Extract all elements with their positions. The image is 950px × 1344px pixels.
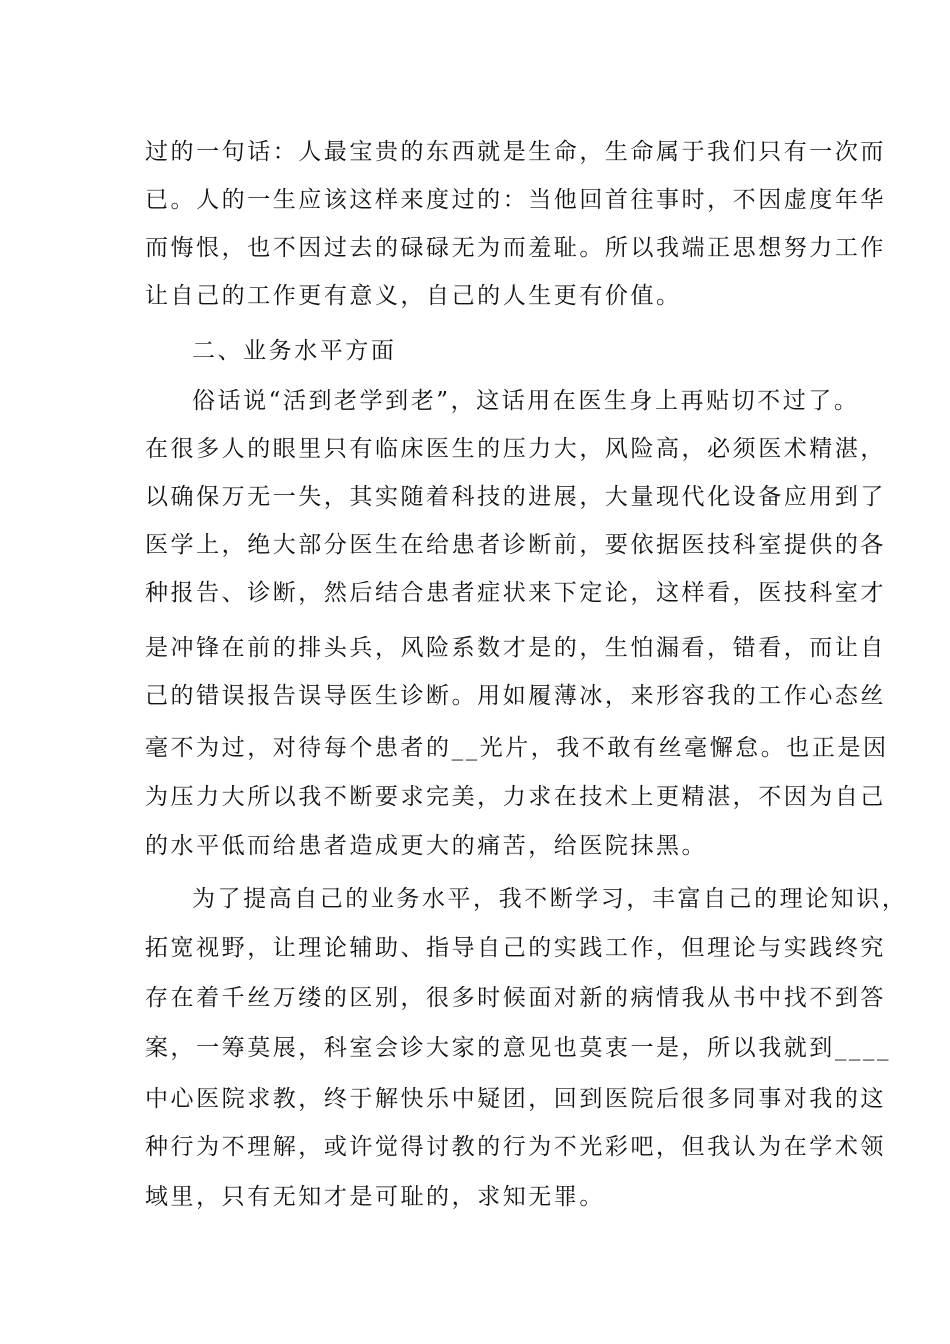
text-line: 是冲锋在前的排头兵，风险系数才是的，生怕漏看，错看，而让自 <box>145 635 886 661</box>
text-line: 而悔恨，也不因过去的碌碌无为而羞耻。所以我端正思想努力工作 <box>145 235 886 261</box>
text-line: 已。人的一生应该这样来度过的：当他回首往事时，不因虚度年华 <box>145 187 886 213</box>
text-line: 己的错误报告误导医生诊断。用如履薄冰，来形容我的工作心态丝 <box>145 683 886 709</box>
text-line: 俗话说“活到老学到老”，这话用在医生身上再贴切不过了。 <box>192 388 860 414</box>
text-line: 为压力大所以我不断要求完美，力求在技术上更精湛，不因为自己 <box>145 784 886 810</box>
text-line: 毫不为过，对待每个患者的__光片，我不敢有丝毫懈怠。也正是因 <box>145 735 889 761</box>
text-line: 拓宽视野，让理论辅助、指导自己的实践工作，但理论与实践终究 <box>145 935 886 961</box>
text-line: 存在着千丝万缕的区别，很多时候面对新的病情我从书中找不到答 <box>145 985 886 1011</box>
text-line: 种行为不理解，或许觉得讨教的行为不光彩吧，但我认为在学术领 <box>145 1134 886 1160</box>
text-line: 的水平低而给患者造成更大的痛苦，给医院抹黑。 <box>145 833 708 859</box>
text-line: 医学上，绝大部分医生在给患者诊断前，要依据医技科室提供的各 <box>145 532 886 558</box>
section-heading: 二、业务水平方面 <box>192 338 397 364</box>
text-line: 以确保万无一失，其实随着科技的进展，大量现代化设备应用到了 <box>145 484 886 510</box>
text-line: 案，一筹莫展，科室会诊大家的意见也莫衷一是，所以我就到____ <box>145 1035 892 1061</box>
text-line: 让自己的工作更有意义，自己的人生更有价值。 <box>145 283 682 309</box>
text-line: 种报告、诊断，然后结合患者症状来下定论，这样看，医技科室才 <box>145 580 886 606</box>
text-line: 为了提高自己的业务水平，我不断学习，丰富自己的理论知识， <box>192 886 908 912</box>
text-line: 域里，只有无知才是可耻的，求知无罪。 <box>145 1184 605 1210</box>
text-line: 中心医院求教，终于解快乐中疑团，回到医院后很多同事对我的这 <box>145 1086 886 1112</box>
text-line: 在很多人的眼里只有临床医生的压力大，风险高，必须医术精湛， <box>145 436 886 462</box>
text-line: 过的一句话：人最宝贵的东西就是生命，生命属于我们只有一次而 <box>145 139 886 165</box>
